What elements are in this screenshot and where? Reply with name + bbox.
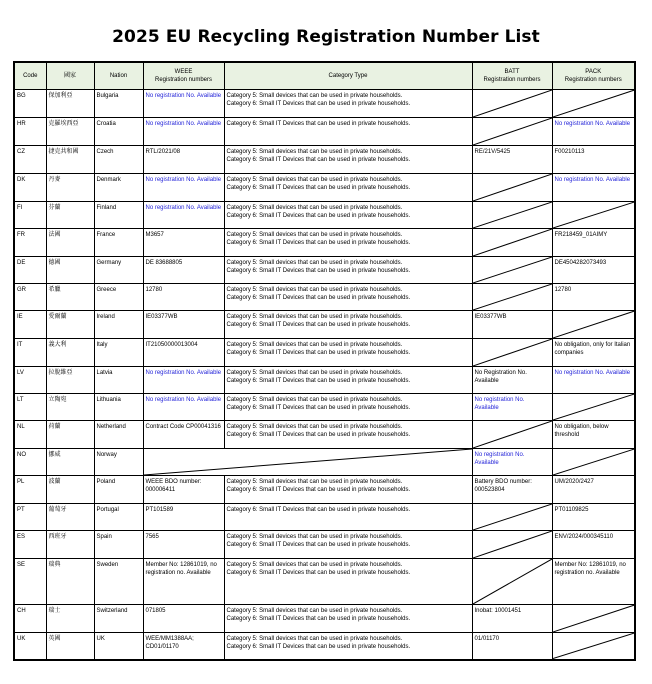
table-row [14,174,635,202]
cell-country-local: 捷克共和國 [46,146,94,174]
category-line: Category 5: Small devices that can be used in private households. [226,397,403,403]
table-row [14,394,635,421]
diagonal-line [473,174,552,201]
cell-nation: Italy [94,339,143,367]
cell-country-local: 法國 [46,229,94,257]
cell-weee: PT101589 [143,504,224,531]
cell-code: LT [14,394,46,421]
diagonal-line [144,449,472,475]
cell-weee: No registration No. Available [143,202,224,229]
category-line: Category 6: Small IT Devices that can be used in private households. [226,487,411,493]
table-row [14,504,635,531]
cell-nation: Switzerland [94,605,143,633]
cell-pack: Member No: 12861019, no registration no. Available [552,559,635,605]
cell-nation: Denmark [94,174,143,202]
category-line: Category 6: Small IT Devices that can be used in private households. [226,644,411,650]
category-line: Category 6: Small IT Devices that can be used in private households. [226,322,411,328]
cell-category-type [224,476,472,504]
category-line: Category 5: Small devices that can be used in private households. [226,205,403,211]
table-row [14,531,635,559]
category-line: Category 5: Small devices that can be used in private households. [226,149,403,155]
category-line: Category 6: Small IT Devices that can be used in private households. [226,378,411,384]
cell-code: PT [14,504,46,531]
category-line: Category 5: Small devices that can be used in private households. [226,260,403,266]
cell-category-type [224,174,472,202]
cell-category-type [224,394,472,421]
cell-category-type [224,284,472,311]
diagonal-line [473,229,552,256]
table-row [14,476,635,504]
header-weee-sub: Registration numbers [154,77,213,83]
cell-country-local: 瑞士 [46,605,94,633]
cell-batt: Inobat: 10001451 [472,605,552,633]
cell-country-local: 波蘭 [46,476,94,504]
cell-country-local: 丹麥 [46,174,94,202]
cell-category-type [224,367,472,394]
diagonal-line [473,257,552,283]
cell-country-local: 愛爾蘭 [46,311,94,339]
table-row [14,633,635,660]
cell-pack: PT01109825 [552,504,635,531]
cell-batt-na [472,257,552,284]
cell-batt-na [472,531,552,559]
header-code: Code [14,62,46,90]
table-row [14,559,635,605]
cell-batt-na [472,339,552,367]
cell-code: HR [14,118,46,146]
header-pack-title: PACK [585,69,602,75]
cell-country-local: 瑞典 [46,559,94,605]
diagonal-line [473,90,552,117]
cell-weee: WEE/MM1388AA; CD01/01170 [143,633,224,660]
table-row [14,202,635,229]
table-row [14,421,635,449]
category-line: Category 6: Small IT Devices that can be used in private households. [226,268,411,274]
cell-country-local: 拉脫維亞 [46,367,94,394]
cell-country-local: 葡萄牙 [46,504,94,531]
cell-nation: France [94,229,143,257]
category-line: Category 6: Small IT Devices that can be used in private households. [226,157,411,163]
category-line: Category 6: Small IT Devices that can be used in private households. [226,432,411,438]
header-category-type: Category Type [224,62,472,90]
cell-batt: IE03377WB [472,311,552,339]
category-line: Category 5: Small devices that can be used in private households. [226,93,403,99]
cell-nation: Sweden [94,559,143,605]
cell-batt: 01/01170 [472,633,552,660]
category-line: Category 5: Small devices that can be used in private households. [226,370,403,376]
cell-category-type [224,605,472,633]
cell-pack: DE4504282073493 [552,257,635,284]
category-line: Category 6: Small IT Devices that can be used in private households. [226,542,411,548]
cell-pack-na [552,394,635,421]
cell-batt-na [472,284,552,311]
table-body [14,90,635,660]
diagonal-line [473,531,552,558]
header-row [14,62,635,90]
cell-weee: M3657 [143,229,224,257]
cell-code: CH [14,605,46,633]
cell-nation: Norway [94,449,143,476]
category-line: Category 6: Small IT Devices that can be used in private households. [226,295,411,301]
diagonal-line [553,394,635,420]
cell-nation: Czech [94,146,143,174]
cell-nation: Poland [94,476,143,504]
table-row [14,90,635,118]
cell-country-local: 立陶宛 [46,394,94,421]
cell-batt-na [472,90,552,118]
diagonal-line [473,118,552,145]
cell-code: IT [14,339,46,367]
registration-table [13,61,636,661]
cell-category-type [224,311,472,339]
cell-code: LV [14,367,46,394]
table-row [14,449,635,476]
diagonal-line [473,559,552,604]
cell-weee: RTL/2021/08 [143,146,224,174]
cell-batt-na [472,559,552,605]
cell-pack-na [552,311,635,339]
cell-category-type [224,257,472,284]
cell-category-type [224,229,472,257]
cell-nation: Ireland [94,311,143,339]
cell-category-type [224,559,472,605]
cell-batt: No registration No. Available [472,394,552,421]
cell-weee: 7565 [143,531,224,559]
cell-batt: No registration No. Available [472,449,552,476]
cell-pack: No registration No. Available [552,118,635,146]
cell-category-type [224,633,472,660]
category-line: Category 5: Small devices that can be used in private households. [226,608,403,614]
header-weee [143,62,224,90]
cell-weee: DE 83688805 [143,257,224,284]
diagonal-line [473,504,552,530]
header-pack [552,62,635,90]
cell-country-local: 芬蘭 [46,202,94,229]
header-weee-title: WEEE [174,69,193,75]
cell-weee: No registration No. Available [143,174,224,202]
category-line: Category 5: Small devices that can be used in private households. [226,342,403,348]
cell-pack: F00210113 [552,146,635,174]
category-line: Category 5: Small devices that can be used in private households. [226,534,403,540]
category-line: Category 5: Small devices that can be used in private households. [226,562,403,568]
cell-weee: No registration No. Available [143,90,224,118]
cell-nation: Spain [94,531,143,559]
cell-weee: No registration No. Available [143,394,224,421]
header-country-local: 國家 [46,62,94,90]
diagonal-line [553,605,635,632]
cell-code: GR [14,284,46,311]
cell-nation: Netherland [94,421,143,449]
cell-nation: Croatia [94,118,143,146]
cell-weee: No registration No. Available [143,118,224,146]
cell-batt-na [472,118,552,146]
table-row [14,229,635,257]
cell-nation: UK [94,633,143,660]
cell-pack-na [552,605,635,633]
category-line: Category 6: Small IT Devices that can be used in private households. [226,616,411,622]
cell-nation: Bulgaria [94,90,143,118]
cell-weee: Contract Code CP00041316 [143,421,224,449]
cell-weee: IE03377WB [143,311,224,339]
header-batt [472,62,552,90]
category-line: Category 6: Small IT Devices that can be used in private households. [226,405,411,411]
cell-country-local: 希臘 [46,284,94,311]
cell-category-type [224,504,472,531]
diagonal-line [553,202,635,228]
table-row [14,146,635,174]
cell-weee: IT21050000013004 [143,339,224,367]
category-line: Category 5: Small devices that can be used in private households. [226,232,403,238]
category-line: Category 6: Small IT Devices that can be used in private households. [226,185,411,191]
category-line: Category 6: Small IT Devices that can be used in private households. [226,213,411,219]
cell-category-type [224,421,472,449]
cell-weee: WEEE BDO number: 000006411 [143,476,224,504]
cell-weee: 12780 [143,284,224,311]
cell-category-type [224,531,472,559]
cell-country-local: 德國 [46,257,94,284]
cell-pack-na [552,633,635,660]
cell-nation: Portugal [94,504,143,531]
cell-pack: No obligation, below threshold [552,421,635,449]
cell-category-type [224,118,472,146]
page-title: 2025 EU Recycling Registration Number List [112,27,540,47]
category-line: Category 5: Small devices that can be used in private households. [226,636,403,642]
cell-nation: Greece [94,284,143,311]
cell-code: PL [14,476,46,504]
table-row [14,311,635,339]
cell-pack: UM/2020/2427 [552,476,635,504]
cell-code: IE [14,311,46,339]
cell-batt-na [472,202,552,229]
table-row [14,339,635,367]
category-line: Category 5: Small devices that can be used in private households. [226,479,403,485]
diagonal-line [553,449,635,475]
cell-pack: No registration No. Available [552,367,635,394]
cell-code: FI [14,202,46,229]
cell-batt-na [472,229,552,257]
cell-weee: Member No: 12861019, no registration no. Available [143,559,224,605]
cell-category-type [224,90,472,118]
category-line: Category 6: Small IT Devices that can be used in private households. [226,350,411,356]
category-line: Category 5: Small devices that can be used in private households. [226,314,403,320]
cell-code: NO [14,449,46,476]
table-row [14,284,635,311]
diagonal-line [473,421,552,448]
cell-batt: RE/21V/5425 [472,146,552,174]
diagonal-line [553,90,635,117]
cell-pack: No registration No. Available [552,174,635,202]
cell-category-type [224,339,472,367]
category-line: Category 6: Small IT Devices that can be used in private households. [226,570,411,576]
cell-batt-na [472,421,552,449]
diagonal-line [473,284,552,310]
cell-nation: Finland [94,202,143,229]
cell-code: ES [14,531,46,559]
diagonal-line [553,311,635,338]
cell-code: DK [14,174,46,202]
cell-pack-na [552,202,635,229]
table-row [14,118,635,146]
category-line: Category 5: Small devices that can be used in private households. [226,287,403,293]
table-row [14,605,635,633]
cell-batt-na [472,504,552,531]
cell-country-local: 西班牙 [46,531,94,559]
diagonal-line [553,633,635,659]
cell-code: CZ [14,146,46,174]
cell-pack: 12780 [552,284,635,311]
cell-country-local: 挪威 [46,449,94,476]
cell-nation: Lithuania [94,394,143,421]
cell-code: BG [14,90,46,118]
cell-country-local: 保加利亞 [46,90,94,118]
category-line: Category 6: Small IT Devices that can be used in private households. [226,121,411,127]
cell-code: SE [14,559,46,605]
cell-nation: Latvia [94,367,143,394]
cell-pack: FR218459_01AIMY [552,229,635,257]
category-line: Category 5: Small devices that can be used in private households. [226,424,403,430]
cell-country-local: 克羅埃西亞 [46,118,94,146]
cell-weee-category-na [143,449,472,476]
header-batt-sub: Registration numbers [483,77,541,83]
cell-code: UK [14,633,46,660]
cell-category-type [224,146,472,174]
table-row [14,257,635,284]
cell-code: DE [14,257,46,284]
cell-pack: No obligation, only for Italian companies [552,339,635,367]
cell-country-local: 英國 [46,633,94,660]
category-line: Category 6: Small IT Devices that can be used in private households. [226,101,411,107]
category-line: Category 6: Small IT Devices that can be used in private households. [226,240,411,246]
cell-code: FR [14,229,46,257]
cell-batt: No Registration No. Available [472,367,552,394]
header-nation: Nation [94,62,143,90]
cell-country-local: 荷蘭 [46,421,94,449]
header-batt-title: BATT [504,69,520,75]
cell-country-local: 義大利 [46,339,94,367]
cell-pack-na [552,449,635,476]
table-row [14,367,635,394]
cell-pack: ENV/2024/000345110 [552,531,635,559]
cell-weee: 071805 [143,605,224,633]
cell-weee: No registration No. Available [143,367,224,394]
cell-nation: Germany [94,257,143,284]
category-line: Category 6: Small IT Devices that can be used in private households. [226,507,411,513]
cell-code: NL [14,421,46,449]
cell-pack-na [552,90,635,118]
cell-batt-na [472,174,552,202]
diagonal-line [473,202,552,228]
diagonal-line [473,339,552,366]
cell-batt: Battery BDO number: 000523804 [472,476,552,504]
header-pack-sub: Registration numbers [564,77,622,83]
category-line: Category 5: Small devices that can be used in private households. [226,177,403,183]
cell-category-type [224,202,472,229]
